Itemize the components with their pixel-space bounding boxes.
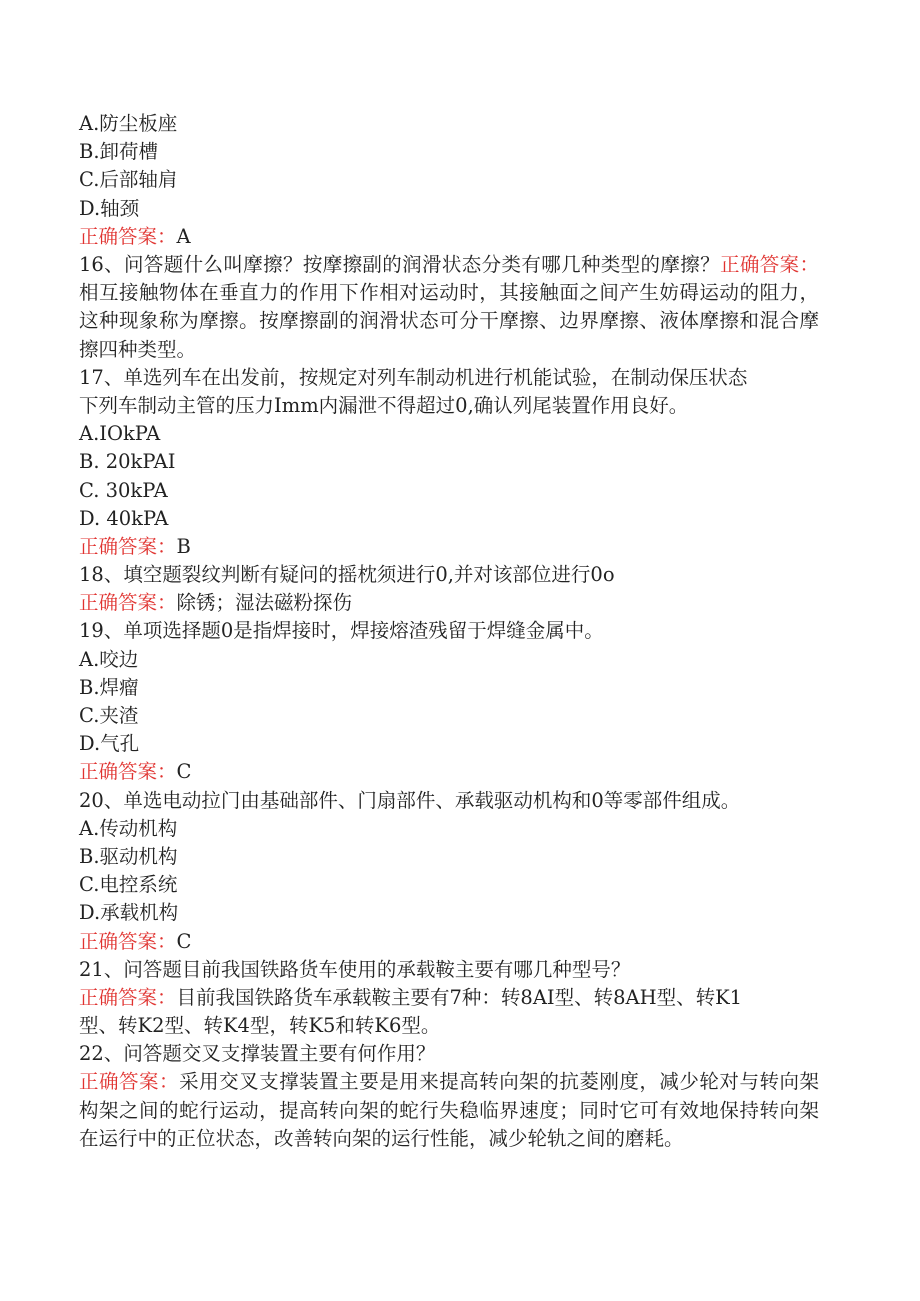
- question-stem: 16、问答题什么叫摩擦？按摩擦副的润滑状态分类有哪几种类型的摩擦？: [79, 252, 721, 276]
- option-d: D.承载机构: [79, 901, 179, 925]
- question-stem: 22、问答题交叉支撑装置主要有何作用？: [79, 1042, 436, 1066]
- option-b: B. 20kPAI: [79, 450, 176, 474]
- question-stem-cont: 下列车制动主管的压力Imm内漏泄不得超过0,确认列尾装置作用良好。: [79, 393, 689, 417]
- option-a: A.IOkPA: [79, 422, 161, 446]
- question-16: [79, 251, 819, 364]
- question-stem: 19、单项选择题0是指焊接时，焊接熔渣残留于焊缝金属中。: [79, 619, 604, 643]
- answer-label: 正确答案：: [79, 1070, 180, 1094]
- option-c: C.夹渣: [79, 704, 139, 727]
- option-b: B.焊瘤: [79, 675, 139, 699]
- option-c: C.后部轴肩: [79, 168, 178, 192]
- answer-text: 相互接触物体在垂直力的作用下作相对运动时，其接触面之间产生妨碍运动的阻力，这种现象称为摩擦。按摩擦副的润滑状态可分干摩擦、边界摩擦、液体摩擦和混合摩擦四种类型。: [79, 281, 819, 361]
- answer-label: 正确答案：: [79, 985, 177, 1009]
- question-stem: 18、填空题裂纹判断有疑问的摇枕须进行0,并对该部位进行0o: [79, 563, 615, 587]
- question-stem: 21、问答题目前我国铁路货车使用的承载鞍主要有哪几种型号？: [79, 957, 631, 981]
- answer-line: [79, 984, 819, 1012]
- answer-line: [79, 533, 819, 561]
- answer-label: 正确答案：: [79, 929, 177, 953]
- answer-value: A: [176, 224, 191, 248]
- question-stem: 17、单选列车在出发前，按规定对列车制动机进行机能试验，在制动保压状态: [79, 365, 748, 389]
- answer-value: B: [176, 534, 191, 558]
- answer-line: [79, 589, 819, 617]
- question-22-answer: [79, 1068, 819, 1153]
- option-b: B.卸荷槽: [79, 140, 159, 164]
- option-a: A.咬边: [79, 647, 139, 671]
- answer-value: C: [176, 760, 192, 784]
- answer-text-cont: 型、转K2型、转K4型，转K5和转K6型。: [79, 1014, 441, 1038]
- answer-line: [79, 928, 819, 956]
- option-a: A.防尘板座: [79, 112, 178, 135]
- option-d: D.轴颈: [79, 196, 140, 220]
- option-a: A.传动机构: [79, 816, 178, 840]
- answer-label: 正确答案：: [720, 252, 819, 276]
- answer-label: 正确答案：: [79, 224, 177, 248]
- option-d: D. 40kPA: [79, 506, 169, 530]
- answer-value: 目前我国铁路货车承载鞍主要有7种：转8AI型、转8AH型、转K1: [176, 985, 743, 1009]
- option-c: C. 30kPA: [79, 478, 168, 502]
- answer-text: 采用交叉支撑装置主要是用来提高转向架的抗菱刚度，减少轮对与转向架构架之间的蛇行运动，提高转向架的蛇行失稳临界速度；同时它可有效地保持转向架在运行中的正位状态，改善转向架的运行性能，减少轮轨之间的磨耗。: [79, 1070, 819, 1150]
- answer-value: 除锈；湿法磁粉探伤: [176, 591, 353, 615]
- answer-label: 正确答案：: [79, 760, 177, 784]
- answer-value: C: [176, 929, 192, 953]
- option-c: C.电控系统: [79, 873, 178, 897]
- document-page: [79, 110, 819, 1153]
- answer-line: [79, 758, 819, 786]
- question-stem: 20、单选电动拉门由基础部件、门扇部件、承载驱动机构和0等零部件组成。: [79, 788, 741, 812]
- option-b: B.驱动机构: [79, 844, 178, 868]
- answer-label: 正确答案：: [79, 534, 177, 558]
- answer-line: [79, 223, 819, 251]
- option-d: D.气孔: [79, 732, 140, 756]
- answer-label: 正确答案：: [79, 591, 177, 615]
